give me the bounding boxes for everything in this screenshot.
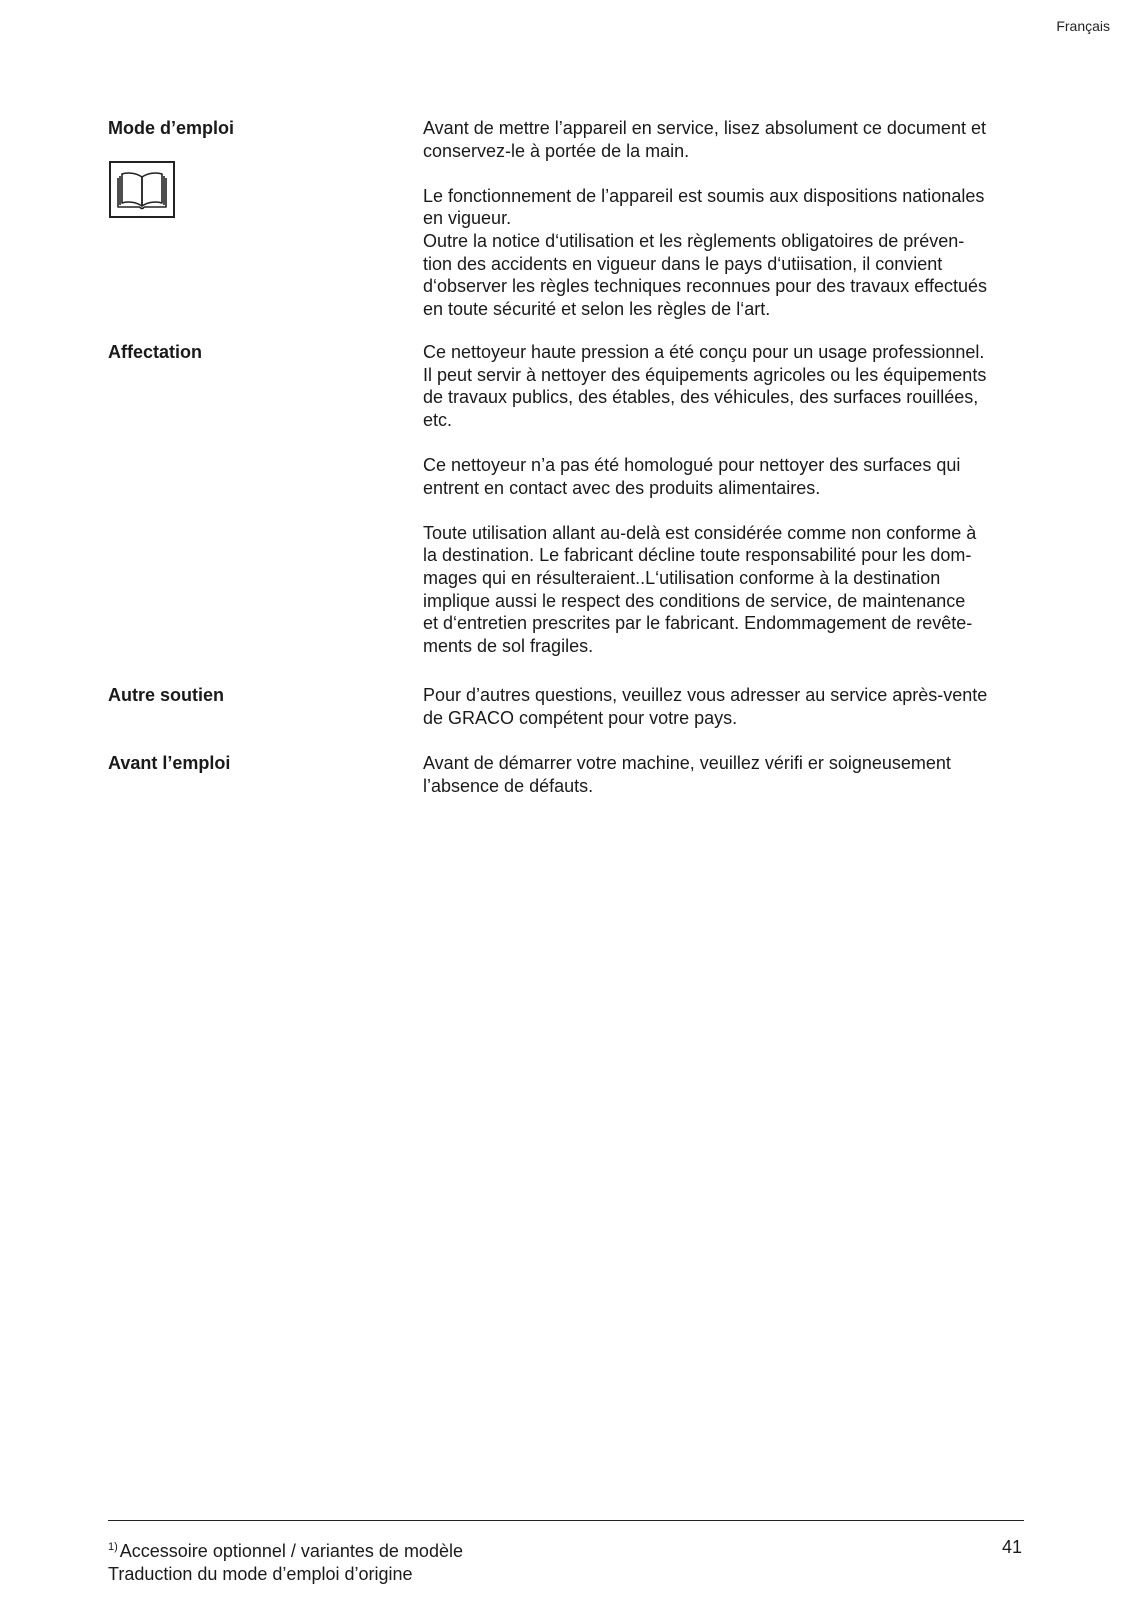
section-heading: Affectation <box>108 342 202 362</box>
text-line: Ce nettoyeur haute pression a été conçu pour un usage professionnel. <box>423 342 985 362</box>
page-number: 41 <box>1001 1537 1022 1557</box>
paragraph <box>423 185 1023 230</box>
footer-notes <box>108 1536 463 1586</box>
text-line: d‘observer les règles techniques reconnues pour des travaux effectués <box>423 276 988 297</box>
text-line: l’absence de défauts. <box>423 775 594 796</box>
text-line: de GRACO compétent pour votre pays. <box>423 707 738 728</box>
footer-subtitle: Traduction du mode d’emploi d’origine <box>108 1564 413 1584</box>
paragraph <box>423 341 1023 431</box>
section-heading: Mode d’emploi <box>108 118 234 138</box>
text-line: en toute sécurité et selon les règles de l‘art. <box>423 298 771 319</box>
text-line: Il peut servir à nettoyer des équipements agricoles ou les équipements <box>423 364 987 385</box>
section-heading: Avant l’emploi <box>108 753 231 773</box>
paragraph <box>423 522 1023 658</box>
text-line: Avant de mettre l’appareil en service, lisez absolument ce document et <box>423 118 986 138</box>
footnote <box>108 1536 463 1563</box>
paragraph <box>423 117 1023 162</box>
text-line: Pour d’autres questions, veuillez vous adresser au service après-vente <box>423 685 988 705</box>
text-line: mages qui en résulteraient..L‘utilisation conforme à la destination <box>423 567 941 588</box>
section-body <box>423 684 1023 729</box>
text-line: Avant de démarrer votre machine, veuillez vérifi er soigneusement <box>423 753 951 773</box>
footnote-mark: 1) <box>108 1541 118 1553</box>
text-line: Outre la notice d‘utilisation et les règlements obligatoires de préven- <box>423 230 965 251</box>
section-body <box>423 341 1023 657</box>
text-line: conservez-le à portée de la main. <box>423 140 690 161</box>
text-line: ments de sol fragiles. <box>423 635 594 656</box>
section-heading: Autre soutien <box>108 685 225 705</box>
text-line: en vigueur. <box>423 208 512 229</box>
text-line: entrent en contact avec des produits alimentaires. <box>423 477 821 498</box>
open-book-icon <box>109 161 175 218</box>
text-line: etc. <box>423 409 453 430</box>
paragraph <box>423 752 1023 797</box>
paragraph <box>423 454 1023 499</box>
paragraph <box>423 684 1023 729</box>
language-label: Français <box>1056 18 1110 34</box>
text-line: tion des accidents en vigueur dans le pays d‘utiisation, il convient <box>423 253 943 274</box>
section-body <box>423 117 1023 320</box>
text-line: et d‘entretien prescrites par le fabricant. Endommagement de revête- <box>423 613 973 634</box>
text-line: de travaux publics, des étables, des véhicules, des surfaces rouillées, <box>423 387 979 408</box>
section-body <box>423 752 1023 797</box>
text-line: Ce nettoyeur n’a pas été homologué pour nettoyer des surfaces qui <box>423 454 961 475</box>
paragraph <box>423 230 1023 320</box>
text-line: Le fonctionnement de l’appareil est soumis aux dispositions nationales <box>423 185 985 206</box>
footnote-text: Accessoire optionnel / variantes de modèle <box>119 1541 463 1561</box>
text-line: Toute utilisation allant au-delà est considérée comme non conforme à <box>423 522 977 543</box>
footer-divider <box>108 1520 1024 1521</box>
text-line: la destination. Le fabricant décline toute responsabilité pour les dom- <box>423 545 972 566</box>
text-line: implique aussi le respect des conditions de service, de maintenance <box>423 590 966 611</box>
